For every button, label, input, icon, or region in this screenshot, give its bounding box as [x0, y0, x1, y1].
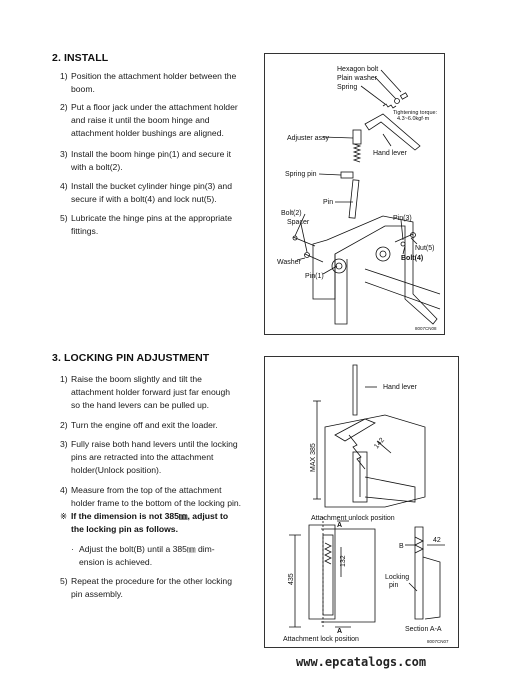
- label-dim-435: 435: [288, 573, 295, 585]
- install-diagram: [264, 53, 445, 335]
- holder-frame: [313, 216, 437, 324]
- step-line: Raise the boom slightly and tilt the: [71, 374, 202, 384]
- step-line: attachment holder bushings are aligned.: [71, 128, 224, 138]
- hand-lever-upper: [353, 365, 357, 415]
- locking-pin-diagram-drawing: [265, 357, 458, 647]
- label-adjuster-assy: Adjuster assy: [287, 135, 330, 142]
- step-line: with a bolt(2).: [71, 162, 123, 172]
- label-bolt-b: B: [399, 543, 404, 550]
- label-pin3: Pin(3): [393, 215, 412, 222]
- step-number: 1): [60, 374, 68, 384]
- step-line: so the hand levers can be pulled up.: [71, 400, 210, 410]
- step-text: [71, 419, 251, 432]
- step-text: [71, 101, 251, 140]
- sub-line: ension is achieved.: [79, 557, 153, 567]
- step-line: attachment holder forward just far enough: [71, 387, 231, 397]
- caption-unlock: Attachment unlock position: [311, 515, 395, 522]
- note-line: the locking pin as follows.: [71, 524, 178, 534]
- label-bolt2: Bolt(2): [281, 210, 302, 217]
- step-line: Lubricate the hinge pins at the appropriate: [71, 213, 233, 223]
- step-line: pin assembly.: [71, 589, 123, 599]
- step-line: pins are retracted into the attachment: [71, 452, 214, 462]
- step-line: and raise it until the boom hinge and: [71, 115, 210, 125]
- sub-line: Adjust the bolt(B) until a 385㎜ dim-: [79, 544, 215, 554]
- step-number: 5): [60, 213, 68, 223]
- install-diagram-drawing: [265, 54, 444, 334]
- step-text: [71, 575, 251, 601]
- locking-pin-diagram: [264, 356, 459, 648]
- step-text: [71, 373, 251, 412]
- step-number: 5): [60, 576, 68, 586]
- step-line: Measure from the top of the attachment: [71, 485, 222, 495]
- step-line: secure if with a bolt(4) and lock nut(5).: [71, 194, 217, 204]
- label-spring: Spring: [337, 84, 358, 91]
- step-text: [71, 180, 251, 206]
- step-number: 3): [60, 149, 68, 159]
- step-line: Put a floor jack under the attachment holder: [71, 102, 238, 112]
- figure-code: 8007CN08: [415, 326, 437, 331]
- label-pin1: Pin(1): [305, 273, 324, 280]
- watermark: www.epcatalogs.com: [296, 655, 427, 669]
- step-number: 1): [60, 71, 68, 81]
- label-locking-pin-2: pin: [389, 582, 399, 589]
- label-nut5: Nut(5): [415, 245, 435, 252]
- label-bolt4: Bolt(4): [401, 255, 424, 262]
- step-line: holder(Unlock position).: [71, 465, 162, 475]
- step-number: 4): [60, 485, 68, 495]
- label-section-a-top: A: [337, 522, 343, 529]
- label-spacer: Spacer: [287, 219, 310, 226]
- note-line: If the dimension is not 385㎜, adjust to: [71, 511, 229, 521]
- label-hand-lever-lock: Hand lever: [383, 384, 417, 391]
- step-number: 3): [60, 439, 68, 449]
- label-plain-washer: Plain washer: [337, 75, 378, 82]
- label-hand-lever: Hand lever: [373, 150, 407, 157]
- step-text: [71, 212, 251, 238]
- step-line: Repeat the procedure for the other locking: [71, 576, 232, 586]
- caption-lock: Attachment lock position: [283, 636, 359, 643]
- install-heading: 2. INSTALL: [52, 52, 109, 64]
- step-line: Turn the engine off and exit the loader.: [71, 420, 218, 430]
- note-text: [71, 510, 256, 536]
- label-torque-value: 4.3~6.0kgf·m: [397, 116, 430, 122]
- step-line: fittings.: [71, 226, 99, 236]
- label-spring-pin: Spring pin: [285, 171, 317, 178]
- label-pin: Pin: [323, 199, 334, 206]
- step-line: boom.: [71, 84, 95, 94]
- step-line: Install the boom hinge pin(1) and secure it: [71, 149, 232, 159]
- step-number: 2): [60, 420, 68, 430]
- label-dim-42: 42: [433, 537, 441, 544]
- label-locking-pin: Locking: [385, 574, 410, 581]
- label-dim-142: 142: [373, 436, 387, 451]
- locking-heading: 3. LOCKING PIN ADJUSTMENT: [52, 352, 210, 364]
- label-hexagon-bolt: Hexagon bolt: [337, 66, 379, 73]
- step-number: 4): [60, 181, 68, 191]
- step-line: holder frame to the bottom of the locking pin.: [71, 498, 242, 508]
- step-line: Fully raise both hand levers until the locking: [71, 439, 238, 449]
- label-max-385: MAX 385: [310, 443, 317, 472]
- step-number: 2): [60, 102, 68, 112]
- label-dim-132: 132: [340, 555, 347, 567]
- sub-text: [79, 543, 251, 569]
- label-washer: Washer: [277, 259, 301, 266]
- label-section-a-bottom: A: [337, 628, 343, 635]
- sub-bullet: ·: [71, 544, 74, 554]
- note-mark: ※: [60, 511, 68, 521]
- step-text: [71, 484, 251, 510]
- step-text: [71, 148, 251, 174]
- step-line: Position the attachment holder between the: [71, 71, 237, 81]
- figure-code-2: 8007CN07: [427, 639, 449, 644]
- step-line: Install the bucket cylinder hinge pin(3) and: [71, 181, 232, 191]
- caption-section-a-a: Section A-A: [405, 626, 442, 633]
- step-text: [71, 438, 251, 477]
- step-text: [71, 70, 251, 96]
- label-tightening-torque: Tightening torque:: [393, 110, 438, 116]
